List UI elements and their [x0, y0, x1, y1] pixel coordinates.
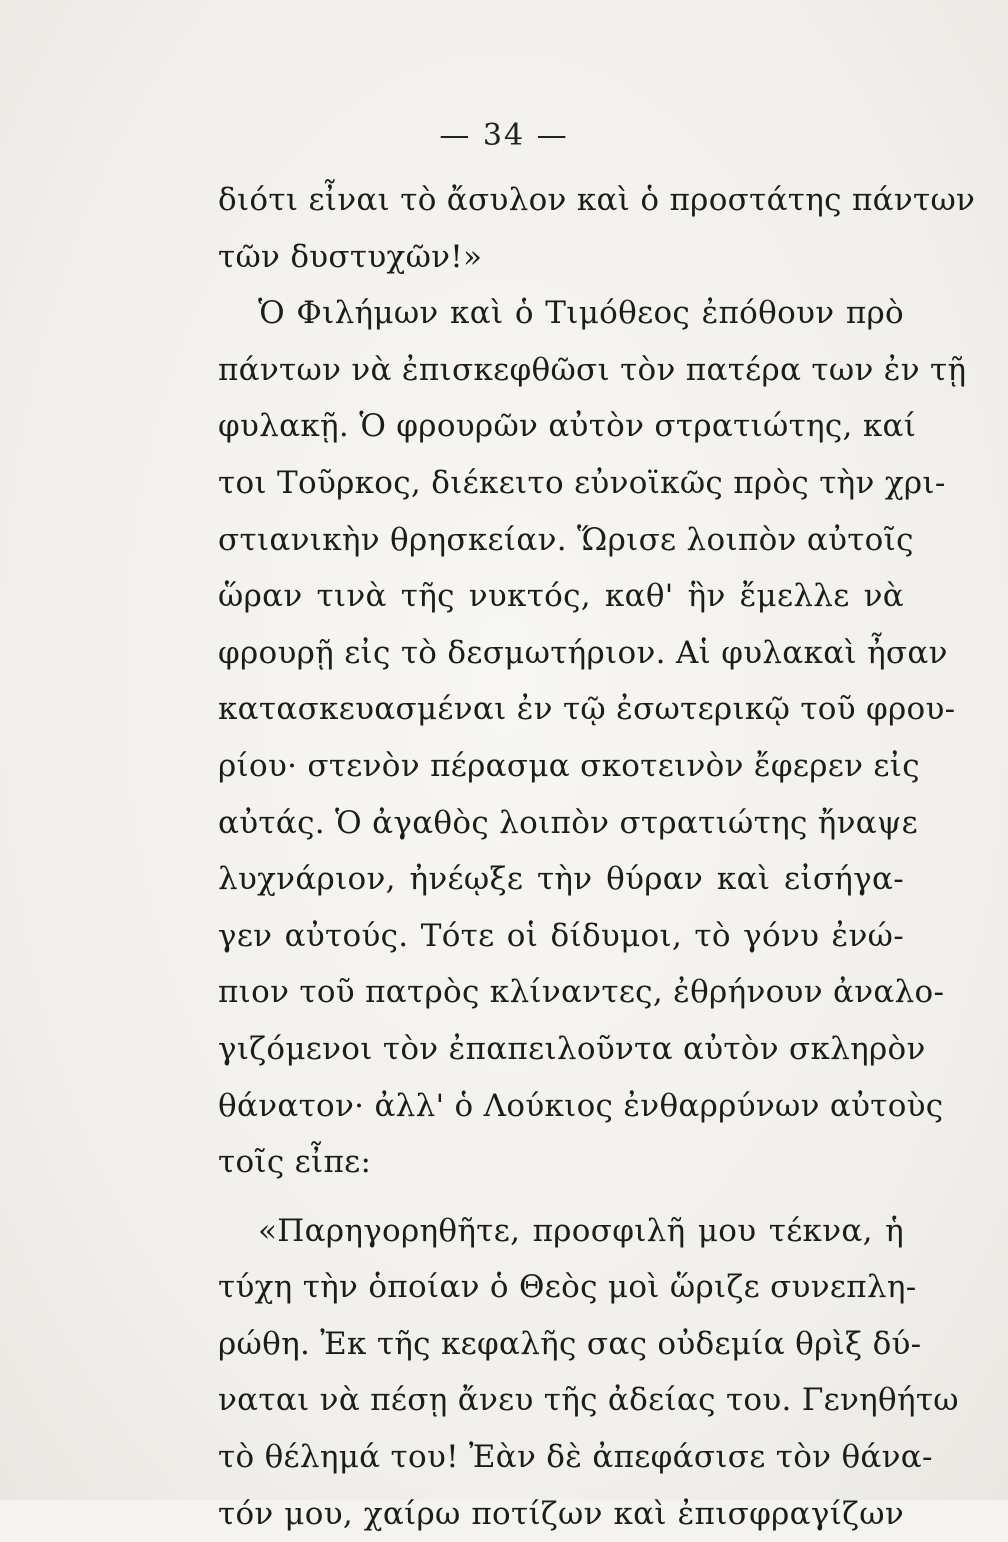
text-line: τοι Τοῦρκος, διέκειτο εὐνοϊκῶς πρὸς τὴν χρι- — [218, 464, 946, 501]
text-line: στιανικὴν θρησκείαν. Ὥρισε λοιπὸν αὐτοῖς — [218, 521, 914, 558]
text-line: πιον τοῦ πατρὸς κλίναντες, ἐθρήνουν ἀναλο- — [218, 974, 945, 1011]
text-line: θάνατον· ἀλλ' ὁ Λούκιος ἐνθαρρύνων αὐτοὺς — [218, 1087, 944, 1124]
text-line: φρουρῇ εἰς τὸ δεσμωτήριον. Αἱ φυλακαὶ ἦσαν — [218, 634, 948, 671]
text-line: τόν μου, χαίρω ποτίζων καὶ ἐπισφραγίζων — [218, 1495, 904, 1532]
text-line: τῶν δυστυχῶν!» — [218, 238, 483, 275]
text-line: γιζόμενοι τὸν ἐπαπειλοῦντα αὐτὸν σκληρὸν — [218, 1030, 926, 1067]
page-number: — 34 — — [439, 118, 569, 153]
text-line: τύχη τὴν ὁποίαν ὁ Θεὸς μοὶ ὥριζε συνεπλη- — [218, 1269, 917, 1306]
text-line: κατασκευασμέναι ἐν τῷ ἐσωτερικῷ τοῦ φρου- — [218, 691, 956, 728]
text-line: φυλακῇ. Ὁ φρουρῶν αὐτὸν στρατιώτης, καί — [218, 408, 917, 445]
text-line: ναται νὰ πέσῃ ἄνευ τῆς ἀδείας του. Γενηθήτω — [218, 1382, 959, 1419]
text-line: αὐτάς. Ὁ ἀγαθὸς λοιπὸν στρατιώτης ἤναψε — [218, 804, 918, 841]
text-line: τοῖς εἶπε: — [218, 1144, 372, 1181]
text-line: ρίου· στενὸν πέρασμα σκοτεινὸν ἔφερεν εἰς — [218, 747, 920, 784]
text-line: ρώθη. Ἐκ τῆς κεφαλῆς σας οὐδεμία θρὶξ δύ- — [218, 1325, 922, 1362]
text-line: ὥραν τινὰ τῆς νυκτός, καθ' ἣν ἔμελλε νὰ — [218, 578, 904, 615]
text-line: λυχνάριον, ἠνέῳξε τὴν θύραν καὶ εἰσήγα- — [218, 861, 904, 898]
text-line: Ὁ Φιλήμων καὶ ὁ Τιμόθεος ἐπόθουν πρὸ — [258, 295, 904, 332]
body-text — [218, 172, 976, 1542]
text-line: «Παρηγορηθῆτε, προσφιλῆ μου τέκνα, ἡ — [258, 1212, 904, 1249]
text-line: γεν αὐτούς. Τότε οἱ δίδυμοι, τὸ γόνυ ἐνώ- — [218, 917, 904, 954]
text-line: διότι εἶναι τὸ ἄσυλον καὶ ὁ προστάτης πάντων — [218, 182, 976, 218]
text-line: πάντων νὰ ἐπισκεφθῶσι τὸν πατέρα των ἐν τῇ — [218, 351, 967, 388]
text-line: τὸ θέλημά του! Ἐὰν δὲ ἀπεφάσισε τὸν θάνα- — [218, 1439, 933, 1476]
